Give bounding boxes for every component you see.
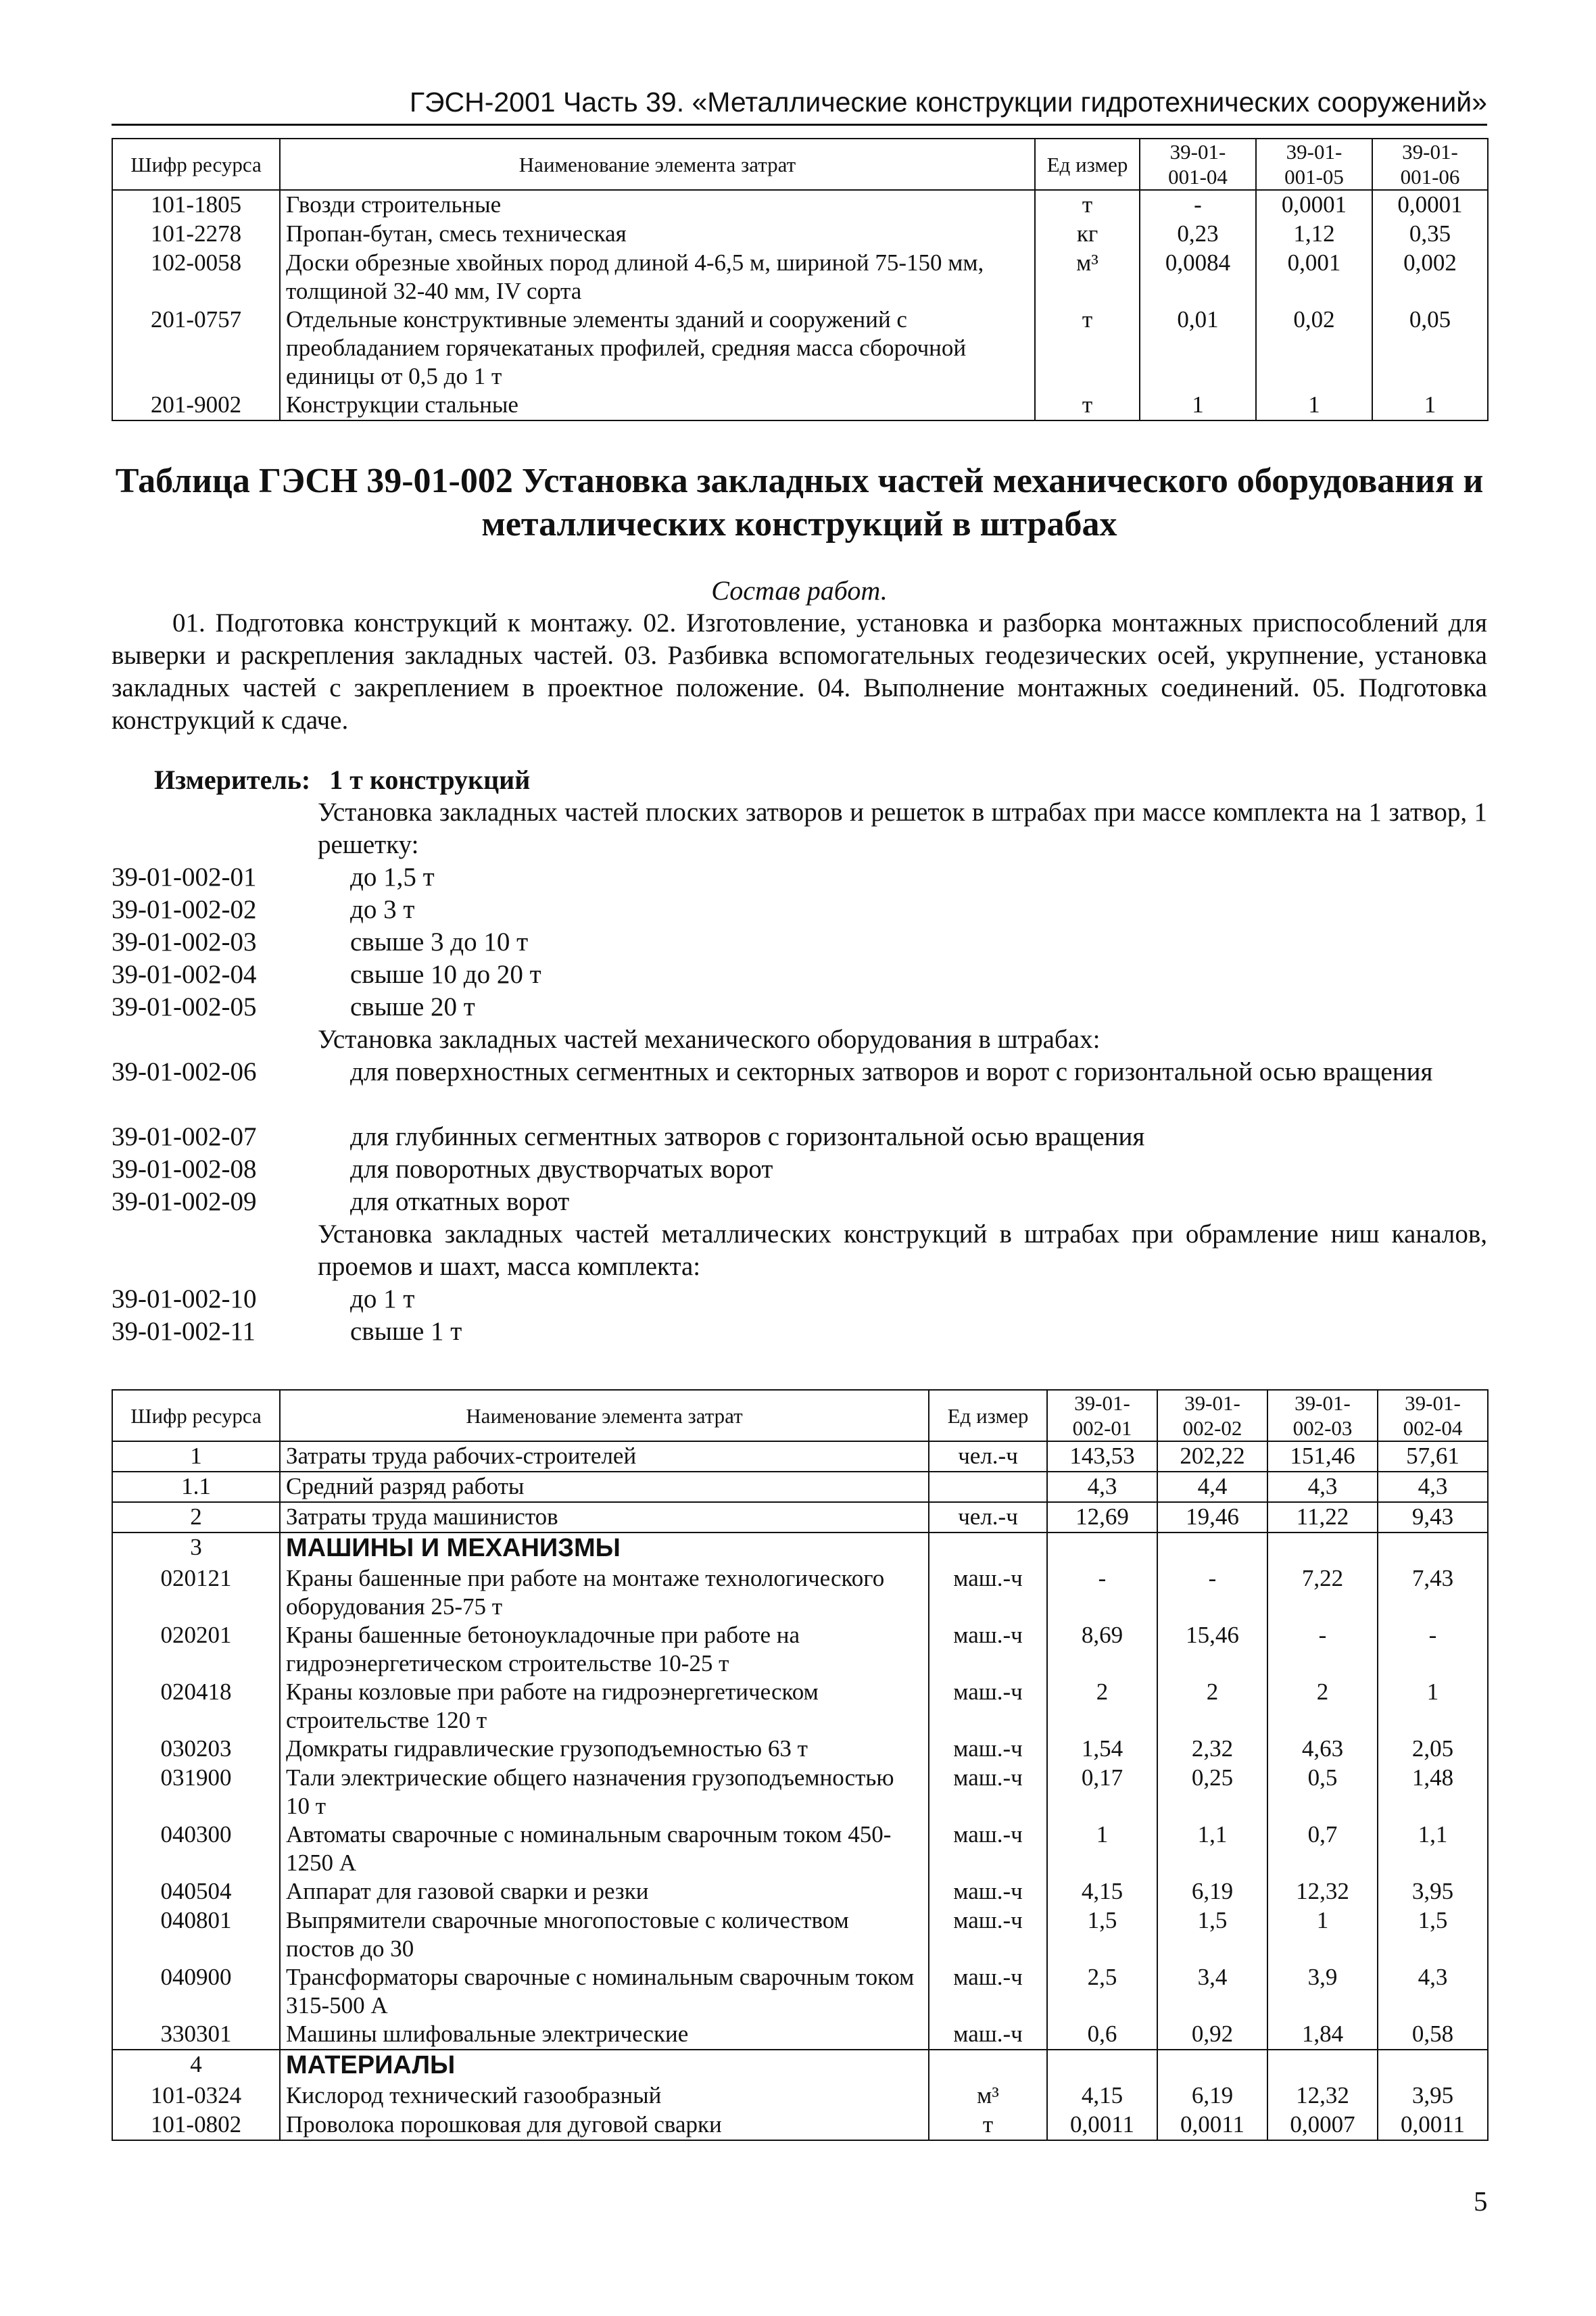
- resource-unit: маш.-ч: [929, 1621, 1047, 1678]
- resource-value: 0,6: [1047, 2020, 1157, 2050]
- table-row: [112, 1502, 1488, 1533]
- resource-name: Кислород технический газообразный: [280, 2081, 929, 2110]
- resource-name: Краны башенные бетоноукладочные при работе на гидроэнергетическом строительстве 10-25 т: [280, 1621, 929, 1678]
- resource-unit: [929, 1472, 1047, 1502]
- item-text: свыше 10 до 20 т: [350, 960, 541, 989]
- resource-value: 0,05: [1372, 306, 1488, 391]
- resource-value: 1: [1140, 391, 1256, 420]
- resource-unit: т: [1035, 190, 1140, 220]
- page-number: 5: [1474, 2186, 1488, 2217]
- resource-table-2: [112, 1389, 1489, 2141]
- resource-name: Домкраты гидравлические грузоподъемностью 63 т: [280, 1735, 929, 1764]
- resource-name: Тали электрические общего назначения грузоподъемностью 10 т: [280, 1764, 929, 1820]
- resource-code: 020418: [112, 1678, 280, 1735]
- resource-code: 2: [112, 1502, 280, 1533]
- table-row: [112, 391, 1488, 420]
- column-header: 39-01- 001-06: [1372, 139, 1488, 190]
- resource-code: 101-0324: [112, 2081, 280, 2110]
- resource-value: 1: [1047, 1820, 1157, 1877]
- resource-value: 8,69: [1047, 1621, 1157, 1678]
- resource-value: 0,17: [1047, 1764, 1157, 1820]
- resource-code: 020201: [112, 1621, 280, 1678]
- resource-unit: маш.-ч: [929, 1564, 1047, 1621]
- item-code: 39-01-002-01: [112, 863, 257, 892]
- item-code: 39-01-002-07: [112, 1122, 257, 1151]
- table-row: [112, 1564, 1488, 1621]
- resource-value: 57,61: [1378, 1441, 1488, 1472]
- resource-value: [1378, 1533, 1488, 1564]
- resource-name: Проволока порошковая для дуговой сварки: [280, 2110, 929, 2140]
- resource-unit: т: [929, 2110, 1047, 2140]
- column-header: Ед измер: [1035, 139, 1140, 190]
- item-text: свыше 3 до 10 т: [350, 927, 529, 957]
- header-rule: [112, 124, 1487, 126]
- table-row: [112, 1906, 1488, 1963]
- resource-value: 0,0011: [1378, 2110, 1488, 2140]
- item-code: 39-01-002-10: [112, 1284, 257, 1313]
- item-code: 39-01-002-08: [112, 1155, 257, 1184]
- resource-code: 4: [112, 2050, 280, 2081]
- resource-code: 040504: [112, 1877, 280, 1906]
- resource-value: 2: [1047, 1678, 1157, 1735]
- column-header: 39-01- 002-04: [1378, 1390, 1488, 1441]
- resource-code: 201-9002: [112, 391, 280, 420]
- table-row: [112, 1441, 1488, 1472]
- resource-name: Конструкции стальные: [280, 391, 1035, 420]
- resource-code: 101-0802: [112, 2110, 280, 2140]
- resource-value: 1,1: [1157, 1820, 1267, 1877]
- resource-unit: т: [1035, 306, 1140, 391]
- resource-name: Аппарат для газовой сварки и резки: [280, 1877, 929, 1906]
- table-row: [112, 1963, 1488, 2020]
- resource-code: 020121: [112, 1564, 280, 1621]
- item-text: для глубинных сегментных затворов с горизонтальной осью вращения: [350, 1122, 1145, 1151]
- resource-name: Автоматы сварочные с номинальным сварочным током 450-1250 А: [280, 1820, 929, 1877]
- running-header: ГЭСН-2001 Часть 39. «Металлические конструкции гидротехнических сооружений»: [409, 87, 1487, 118]
- resource-value: [1047, 2050, 1157, 2081]
- table-header-row: [112, 139, 1488, 190]
- resource-code: 040900: [112, 1963, 280, 2020]
- resource-value: 12,69: [1047, 1502, 1157, 1533]
- resource-unit: [929, 2050, 1047, 2081]
- column-header: Шифр ресурса: [112, 1390, 280, 1441]
- resource-unit: маш.-ч: [929, 2020, 1047, 2050]
- resource-table-1: [112, 138, 1489, 421]
- group-heading-metal: Установка закладных частей металлических конструкций в штрабах при обрамление ниш каналов, проемов и шахт, масса комплекта:: [318, 1220, 1487, 1281]
- resource-unit: м³: [1035, 249, 1140, 306]
- resource-value: 0,0084: [1140, 249, 1256, 306]
- resource-name: Пропан-бутан, смесь техническая: [280, 220, 1035, 249]
- group-heading-gates: Установка закладных частей плоских затворов и решеток в штрабах при массе комплекта на 1 затвор, 1 решетку:: [318, 798, 1487, 859]
- resource-unit: [929, 1533, 1047, 1564]
- resource-name: Средний разряд работы: [280, 1472, 929, 1502]
- resource-code: 101-2278: [112, 220, 280, 249]
- resource-code: 3: [112, 1533, 280, 1564]
- resource-value: 0,92: [1157, 2020, 1267, 2050]
- column-header: Ед измер: [929, 1390, 1047, 1441]
- resource-value: 0,002: [1372, 249, 1488, 306]
- resource-unit: маш.-ч: [929, 1877, 1047, 1906]
- resource-name: Трансформаторы сварочные с номинальным сварочным током 315-500 А: [280, 1963, 929, 2020]
- resource-value: [1267, 2050, 1378, 2081]
- table-row: [112, 1764, 1488, 1820]
- resource-value: -: [1157, 1564, 1267, 1621]
- resource-value: 3,95: [1378, 2081, 1488, 2110]
- table-row: [112, 2110, 1488, 2140]
- resource-unit: маш.-ч: [929, 1963, 1047, 2020]
- table-row: [112, 2020, 1488, 2050]
- resource-name: Отдельные конструктивные элементы зданий и сооружений с преобладанием горячекатаных профилей, средняя масса сборочной единицы от 0,5 до 1 т: [280, 306, 1035, 391]
- item-text: свыше 1 т: [350, 1317, 462, 1346]
- resource-name: Гвозди строительные: [280, 190, 1035, 220]
- column-header: 39-01- 002-01: [1047, 1390, 1157, 1441]
- column-header: Наименование элемента затрат: [280, 1390, 929, 1441]
- resource-value: 1: [1372, 391, 1488, 420]
- resource-value: 4,63: [1267, 1735, 1378, 1764]
- resource-name: МАТЕРИАЛЫ: [280, 2050, 929, 2081]
- resource-value: 4,3: [1378, 1963, 1488, 2020]
- resource-unit: маш.-ч: [929, 1678, 1047, 1735]
- column-header: 39-01- 002-03: [1267, 1390, 1378, 1441]
- resource-value: 3,4: [1157, 1963, 1267, 2020]
- resource-value: 4,3: [1047, 1472, 1157, 1502]
- resource-unit: маш.-ч: [929, 1764, 1047, 1820]
- column-header: Шифр ресурса: [112, 139, 280, 190]
- column-header: 39-01- 001-04: [1140, 139, 1256, 190]
- resource-code: 330301: [112, 2020, 280, 2050]
- resource-value: 0,7: [1267, 1820, 1378, 1877]
- resource-value: 6,19: [1157, 2081, 1267, 2110]
- resource-name: Затраты труда машинистов: [280, 1502, 929, 1533]
- table-row: [112, 190, 1488, 220]
- resource-value: 12,32: [1267, 2081, 1378, 2110]
- resource-code: 101-1805: [112, 190, 280, 220]
- table-row: [112, 1820, 1488, 1877]
- resource-value: 7,22: [1267, 1564, 1378, 1621]
- resource-unit: т: [1035, 391, 1140, 420]
- resource-value: 143,53: [1047, 1441, 1157, 1472]
- resource-value: 2,32: [1157, 1735, 1267, 1764]
- table-section-row: [112, 2050, 1488, 2081]
- resource-value: [1378, 2050, 1488, 2081]
- resource-value: 2,05: [1378, 1735, 1488, 1764]
- resource-code: 201-0757: [112, 306, 280, 391]
- table-row: [112, 2081, 1488, 2110]
- resource-value: 1: [1267, 1906, 1378, 1963]
- item-code: 39-01-002-09: [112, 1187, 257, 1216]
- item-text: до 1,5 т: [350, 863, 435, 892]
- table-header-row: [112, 1390, 1488, 1441]
- resource-name: Затраты труда рабочих-строителей: [280, 1441, 929, 1472]
- item-text: до 3 т: [350, 895, 415, 924]
- resource-unit: кг: [1035, 220, 1140, 249]
- resource-code: 031900: [112, 1764, 280, 1820]
- resource-name: Машины шлифовальные электрические: [280, 2020, 929, 2050]
- resource-value: 1,54: [1047, 1735, 1157, 1764]
- resource-value: 0,25: [1157, 1764, 1267, 1820]
- resource-value: 19,46: [1157, 1502, 1267, 1533]
- item-code: 39-01-002-02: [112, 895, 257, 924]
- table-section-row: [112, 1533, 1488, 1564]
- table-row: [112, 306, 1488, 391]
- resource-value: -: [1047, 1564, 1157, 1621]
- item-text: для откатных ворот: [350, 1187, 570, 1216]
- resource-unit: маш.-ч: [929, 1906, 1047, 1963]
- resource-value: 1: [1256, 391, 1372, 420]
- resource-value: 1,12: [1256, 220, 1372, 249]
- measure: [154, 764, 530, 796]
- resource-unit: маш.-ч: [929, 1735, 1047, 1764]
- resource-code: 040300: [112, 1820, 280, 1877]
- column-header: Наименование элемента затрат: [280, 139, 1035, 190]
- resource-value: 1,5: [1378, 1906, 1488, 1963]
- resource-value: 4,15: [1047, 1877, 1157, 1906]
- resource-name: Доски обрезные хвойных пород длиной 4-6,5 м, шириной 75-150 мм, толщиной 32-40 мм, IV сорта: [280, 249, 1035, 306]
- table-row: [112, 1678, 1488, 1735]
- item-code: 39-01-002-03: [112, 927, 257, 957]
- item-text: до 1 т: [350, 1284, 415, 1313]
- resource-code: 1: [112, 1441, 280, 1472]
- resource-value: 1: [1378, 1678, 1488, 1735]
- resource-value: 4,4: [1157, 1472, 1267, 1502]
- resource-code: 102-0058: [112, 249, 280, 306]
- resource-name: Краны башенные при работе на монтаже технологического оборудования 25-75 т: [280, 1564, 929, 1621]
- resource-unit: чел.-ч: [929, 1441, 1047, 1472]
- resource-value: 1,5: [1157, 1906, 1267, 1963]
- resource-value: 0,001: [1256, 249, 1372, 306]
- resource-value: 0,0007: [1267, 2110, 1378, 2140]
- measure-label: Измеритель:: [154, 765, 311, 795]
- table-row: [112, 1621, 1488, 1678]
- table-row: [112, 1877, 1488, 1906]
- resource-value: 4,3: [1378, 1472, 1488, 1502]
- resource-value: 1,84: [1267, 2020, 1378, 2050]
- composition-text: 01. Подготовка конструкций к монтажу. 02. Изготовление, установка и разборка монтажных приспособлений для выверки и раскрепления закладных частей. 03. Разбивка вспомогательных геодезических осей, укрупнение, установка закладных частей с закреплением в проектное положение. 04. Выполнение монтажных соединений. 05. Подготовка конструкций к сдаче.: [112, 608, 1487, 735]
- resource-value: 4,3: [1267, 1472, 1378, 1502]
- resource-code: 040801: [112, 1906, 280, 1963]
- resource-unit: м³: [929, 2081, 1047, 2110]
- resource-value: 0,02: [1256, 306, 1372, 391]
- resource-value: [1157, 1533, 1267, 1564]
- resource-value: [1047, 1533, 1157, 1564]
- resource-value: 11,22: [1267, 1502, 1378, 1533]
- item-text: свыше 20 т: [350, 992, 475, 1021]
- resource-code: 030203: [112, 1735, 280, 1764]
- resource-value: 0,5: [1267, 1764, 1378, 1820]
- resource-value: 2: [1157, 1678, 1267, 1735]
- resource-unit: чел.-ч: [929, 1502, 1047, 1533]
- resource-unit: маш.-ч: [929, 1820, 1047, 1877]
- resource-value: 151,46: [1267, 1441, 1378, 1472]
- resource-value: 3,9: [1267, 1963, 1378, 2020]
- table-row: [112, 1735, 1488, 1764]
- resource-value: 15,46: [1157, 1621, 1267, 1678]
- column-header: 39-01- 001-05: [1256, 139, 1372, 190]
- resource-value: 6,19: [1157, 1877, 1267, 1906]
- resource-code: 1.1: [112, 1472, 280, 1502]
- resource-value: 0,0001: [1372, 190, 1488, 220]
- resource-value: 1,1: [1378, 1820, 1488, 1877]
- resource-value: 12,32: [1267, 1877, 1378, 1906]
- item-code: 39-01-002-04: [112, 960, 257, 989]
- resource-value: 4,15: [1047, 2081, 1157, 2110]
- table-row: [112, 220, 1488, 249]
- resource-value: 0,0011: [1047, 2110, 1157, 2140]
- resource-name: Краны козловые при работе на гидроэнергетическом строительстве 120 т: [280, 1678, 929, 1735]
- item-text: для поворотных двустворчатых ворот: [350, 1155, 773, 1184]
- resource-value: 0,23: [1140, 220, 1256, 249]
- composition-heading: Состав работ.: [711, 575, 888, 606]
- item-code: 39-01-002-06: [112, 1057, 257, 1086]
- table-row: [112, 1472, 1488, 1502]
- resource-value: -: [1378, 1621, 1488, 1678]
- resource-value: 202,22: [1157, 1441, 1267, 1472]
- table-title: Таблица ГЭСН 39-01-002 Установка закладных частей механического оборудования и металлических конструкций в штрабах: [115, 462, 1484, 544]
- resource-value: 3,95: [1378, 1877, 1488, 1906]
- resource-value: [1157, 2050, 1267, 2081]
- item-text: для поверхностных сегментных и секторных затворов и ворот с горизонтальной осью вращения: [350, 1057, 1433, 1086]
- resource-value: 0,58: [1378, 2020, 1488, 2050]
- resource-value: 2: [1267, 1678, 1378, 1735]
- resource-value: 1,5: [1047, 1906, 1157, 1963]
- resource-name: МАШИНЫ И МЕХАНИЗМЫ: [280, 1533, 929, 1564]
- resource-value: 0,35: [1372, 220, 1488, 249]
- resource-value: -: [1140, 190, 1256, 220]
- resource-value: 1,48: [1378, 1764, 1488, 1820]
- resource-value: -: [1267, 1621, 1378, 1678]
- resource-value: 0,0011: [1157, 2110, 1267, 2140]
- resource-value: [1267, 1533, 1378, 1564]
- column-header: 39-01- 002-02: [1157, 1390, 1267, 1441]
- resource-value: 7,43: [1378, 1564, 1488, 1621]
- resource-value: 2,5: [1047, 1963, 1157, 2020]
- item-code: 39-01-002-11: [112, 1317, 256, 1346]
- item-code: 39-01-002-05: [112, 992, 257, 1021]
- resource-value: 0,01: [1140, 306, 1256, 391]
- group-heading-mechanical: Установка закладных частей механического оборудования в штрабах:: [318, 1025, 1101, 1054]
- measure-value: 1 т конструкций: [329, 765, 531, 795]
- resource-value: 0,0001: [1256, 190, 1372, 220]
- resource-name: Выпрямители сварочные многопостовые с количеством постов до 30: [280, 1906, 929, 1963]
- resource-value: 9,43: [1378, 1502, 1488, 1533]
- table-row: [112, 249, 1488, 306]
